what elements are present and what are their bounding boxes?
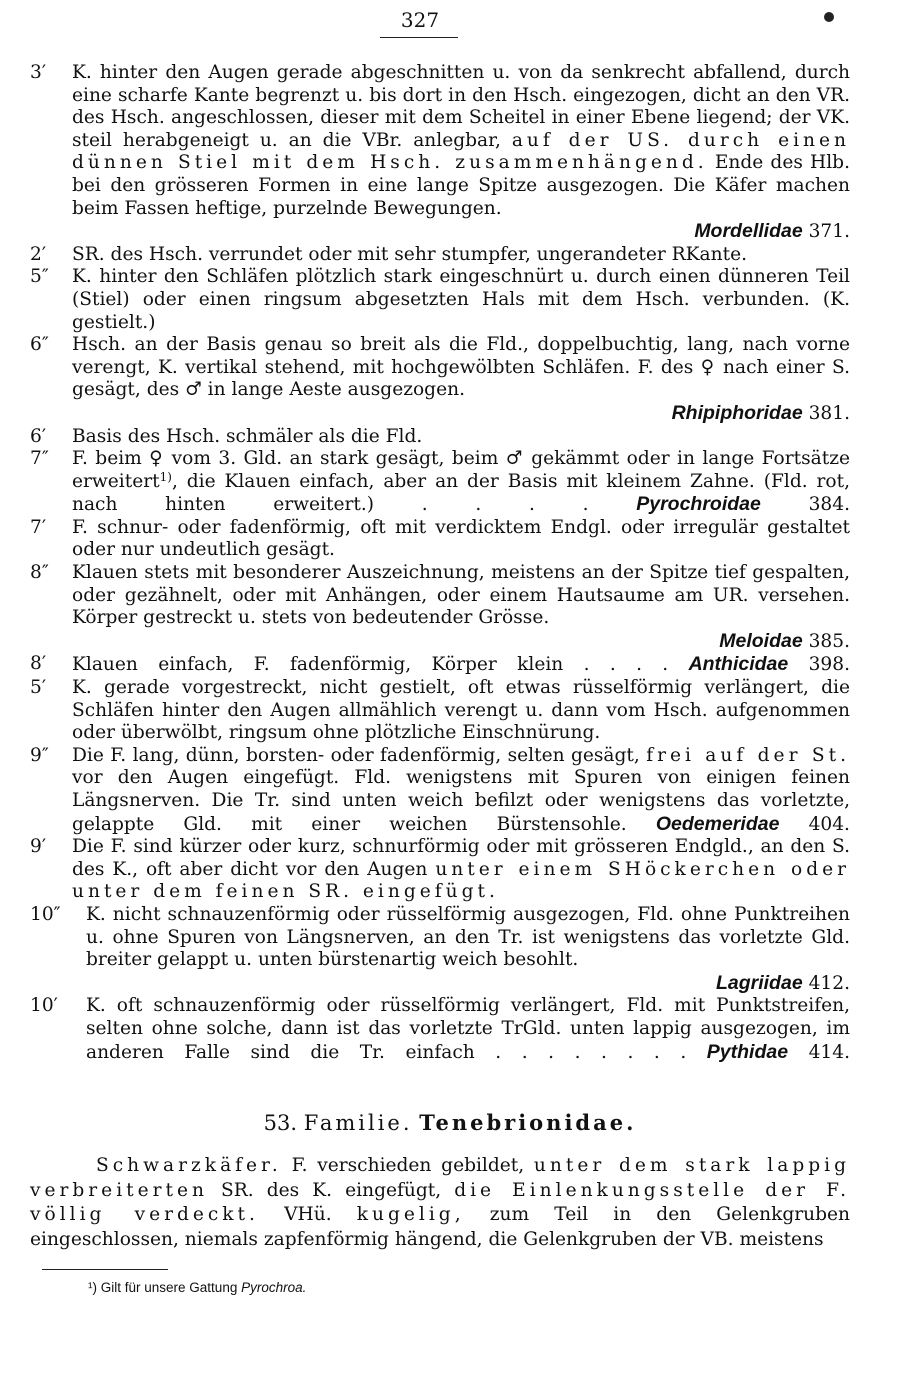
page-reference: 412. bbox=[808, 972, 850, 994]
entry-text bbox=[72, 334, 850, 425]
entry-body: Hsch. an der Basis genau so breit als die Fld., doppelbuchtig, lang, nach vorne verengt, K. vertikal stehend, mit hochgewölbten Schläfen. F. des ♀ nach einer S. gesägt, des ♂ in lange Aeste ausgezogen. bbox=[72, 334, 850, 401]
entry-body: K. nicht schnauzenförmig oder rüsselförmig ausgezogen, Fld. ohne Punktreihen u. ohne Spuren von Längsnerven, an den Tr. ist wenigstens das vorletzte Gld. breiter gelappt u. unten bürstenartig weich besohlt. bbox=[86, 903, 850, 971]
key-entry bbox=[30, 266, 850, 334]
key-entry bbox=[30, 836, 850, 904]
entry-body: Klauen stets mit besonderer Auszeichnung, meistens an der Spitze tief gespalten, oder gezähnelt, oder mit Anhängen, oder einem Hautsaume am UR. versehen. Körper gestreckt u. stets von bedeutender Grösse. bbox=[72, 562, 850, 629]
footnote-text: Gilt für unsere Gattung bbox=[100, 1280, 238, 1295]
body-text: F. verschieden gebildet, bbox=[291, 1155, 525, 1176]
spaced-text: auf der US. durch einen dünnen Stiel mit dem Hsch. zusammenhängend. bbox=[72, 129, 850, 174]
spaced-text: kugelig, bbox=[356, 1204, 465, 1226]
family-name: Mordellidae bbox=[694, 220, 803, 243]
entry-body: K. hinter den Schläfen plötzlich stark eingeschnürt u. durch einen dünneren Teil (Stiel) oder einen ringsum abgesetzten Hals mit dem Hsch. verbunden. (K. gestielt.) bbox=[72, 266, 850, 333]
entry-number: 10″ bbox=[30, 903, 61, 925]
spaced-text: frei auf der St. bbox=[646, 744, 850, 766]
identification-key bbox=[30, 62, 850, 1064]
family-name: Rhipiphoridae bbox=[671, 401, 803, 424]
key-entry bbox=[30, 904, 850, 995]
family-name: Lagriidae bbox=[715, 971, 803, 994]
key-entry bbox=[30, 562, 850, 653]
entry-body: K. oft schnauzenförmig oder rüsselförmig verlängert, Fld. mit Punktstreifen, selten ohne solche, dann ist das vorletzte TrGld. unten lappig ausgezogen, im anderen Falle sind die Tr. einfach . . . . . . . . bbox=[86, 995, 850, 1063]
family-name: Oedemeridae bbox=[655, 812, 780, 835]
page-reference: 414. bbox=[808, 1041, 850, 1063]
footnote-mark: ¹) bbox=[88, 1280, 97, 1295]
family-name: Pythidae bbox=[706, 1040, 789, 1063]
key-entry bbox=[30, 517, 850, 562]
footnote-reference: 1) bbox=[159, 469, 172, 484]
entry-number: 7′ bbox=[30, 516, 47, 538]
entry-number: 3′ bbox=[30, 62, 47, 83]
entry-number: 7″ bbox=[30, 448, 49, 470]
key-entry bbox=[30, 62, 850, 244]
entry-text bbox=[72, 266, 850, 334]
body-text: zum Teil in den Gelenkgruben eingeschlossen, niemals zapfenförmig hängend, die Gelenkgruben der VB. meistens bbox=[30, 1204, 851, 1250]
page-number-rule bbox=[380, 37, 458, 38]
key-entry bbox=[30, 448, 850, 517]
entry-number: 9″ bbox=[30, 744, 49, 766]
entry-number: 5′ bbox=[30, 677, 47, 699]
section-heading bbox=[0, 1110, 900, 1136]
entry-number: 9′ bbox=[30, 836, 47, 858]
entry-number: 6′ bbox=[30, 425, 47, 447]
key-entry bbox=[30, 244, 850, 267]
entry-text bbox=[72, 244, 850, 267]
footnote-genus: Pyrochroa. bbox=[241, 1280, 307, 1295]
entry-body-continued: Ende des Hlb. bei den grösseren Formen in eine lange Spitze ausgezogen. Die Käfer machen beim Fassen heftige, purzelnde Bewegungen. bbox=[72, 152, 850, 219]
family-name: Meloidae bbox=[719, 629, 803, 652]
family-line bbox=[86, 972, 850, 996]
section-family-name: Tenebrionidae. bbox=[419, 1110, 637, 1135]
page-reference: 404. bbox=[808, 813, 850, 835]
page-number: 327 bbox=[400, 8, 440, 32]
page-reference: 385. bbox=[808, 630, 850, 652]
body-text: SR. des K. eingefügt, bbox=[221, 1179, 442, 1201]
family-line bbox=[72, 220, 850, 244]
key-entry bbox=[30, 426, 850, 449]
entry-text bbox=[72, 745, 850, 836]
page-reference: 384. bbox=[808, 494, 850, 516]
footnote-rule bbox=[42, 1269, 168, 1270]
page-reference: 371. bbox=[808, 221, 850, 243]
key-entry bbox=[30, 653, 850, 677]
entry-body: K. gerade vorgestreckt, nicht gestielt, oft etwas rüsselförmig verlängert, die Schläfen hinter den Augen allmählich verengt u. dann vom Hsch. aufgenommen oder überwölbt, ringsum ohne plötzliche Einschnürung. bbox=[72, 677, 850, 744]
entry-body: Klauen einfach, F. fadenförmig, Körper klein . . . . bbox=[72, 654, 669, 676]
entry-text bbox=[86, 904, 850, 995]
page-reference: 398. bbox=[808, 654, 850, 676]
entry-number: 2′ bbox=[30, 243, 47, 265]
entry-text bbox=[72, 426, 850, 449]
entry-body: K. hinter den Augen gerade abgeschnitten u. von da senkrecht abfallend, durch eine scharfe Kante begrenzt u. bis dort in den Hsch. eingezogen, dicht an den VR. des Hsch. angeschlossen, dieser mit dem Scheitel in einer Ebene liegend; der VK. steil herabgeneigt u. an die VBr. anlegbar, bbox=[72, 62, 850, 151]
key-entry bbox=[30, 677, 850, 745]
spaced-text: unter einem SHöckerchen oder unter dem feinen SR. eingefügt. bbox=[72, 858, 850, 903]
family-name: Pyrochroidae bbox=[636, 493, 761, 516]
family-description bbox=[30, 1154, 850, 1252]
entry-text bbox=[86, 995, 850, 1064]
entry-body: Die F. sind kürzer oder kurz, schnurförmig oder mit grösseren Endgld., an den S. des K., oft aber dicht vor den Augen bbox=[72, 836, 850, 880]
entry-text bbox=[72, 448, 850, 517]
entry-body: SR. des Hsch. verrundet oder mit sehr stumpfer, ungerandeter RKante. bbox=[72, 243, 747, 265]
entry-text bbox=[72, 653, 850, 677]
entry-number: 6″ bbox=[30, 334, 49, 356]
entry-text bbox=[72, 517, 850, 562]
spaced-text: die Einlenkungsstelle der F. völlig verdeckt. bbox=[30, 1179, 850, 1226]
entry-number: 10′ bbox=[30, 995, 58, 1017]
entry-body: F. schnur- oder fadenförmig, oft mit verdicktem Endgl. oder irregulär gestaltet oder nur undeutlich gesägt. bbox=[72, 516, 850, 561]
entry-text bbox=[72, 677, 850, 745]
entry-text bbox=[72, 62, 850, 244]
family-line bbox=[72, 630, 850, 654]
entry-body-continued: , die Klauen einfach, aber an der Basis mit kleinem Zahne. (Fld. rot, nach hinten erweitert.) . . . . bbox=[72, 470, 850, 516]
body-text: VHü. bbox=[284, 1204, 332, 1226]
entry-body: Basis des Hsch. schmäler als die Fld. bbox=[72, 425, 423, 447]
entry-number: 8″ bbox=[30, 562, 49, 584]
footnote bbox=[88, 1279, 306, 1296]
ink-spot bbox=[824, 12, 834, 22]
section-number: 53. bbox=[263, 1111, 298, 1135]
entry-body: Die F. lang, dünn, borsten- oder fadenförmig, selten gesägt, bbox=[72, 744, 640, 766]
page-reference: 381. bbox=[808, 402, 850, 424]
spaced-text: unter dem stark lappig verbreiterten bbox=[30, 1155, 850, 1201]
entry-number: 5″ bbox=[30, 266, 49, 288]
entry-body: F. beim ♀ vom 3. Gld. an stark gesägt, beim ♂ gekämmt oder in lange Fortsätze erweitert bbox=[72, 448, 850, 492]
entry-number: 8′ bbox=[30, 653, 47, 675]
entry-body-continued: vor den Augen eingefügt. Fld. wenigstens mit Spuren von einigen feinen Längsnerven. Die Tr. sind unten weich befilzt oder wenigstens das vorletzte, gelappte Gld. mit einer weichen Bürstensohle. bbox=[72, 767, 850, 835]
entry-text bbox=[72, 562, 850, 653]
spaced-text: Schwarzkäfer. bbox=[96, 1155, 282, 1176]
family-line bbox=[72, 402, 850, 426]
key-entry bbox=[30, 745, 850, 836]
key-entry bbox=[30, 995, 850, 1064]
section-label: Familie. bbox=[303, 1111, 413, 1135]
family-name: Anthicidae bbox=[688, 653, 789, 676]
key-entry bbox=[30, 334, 850, 425]
entry-text bbox=[72, 836, 850, 904]
